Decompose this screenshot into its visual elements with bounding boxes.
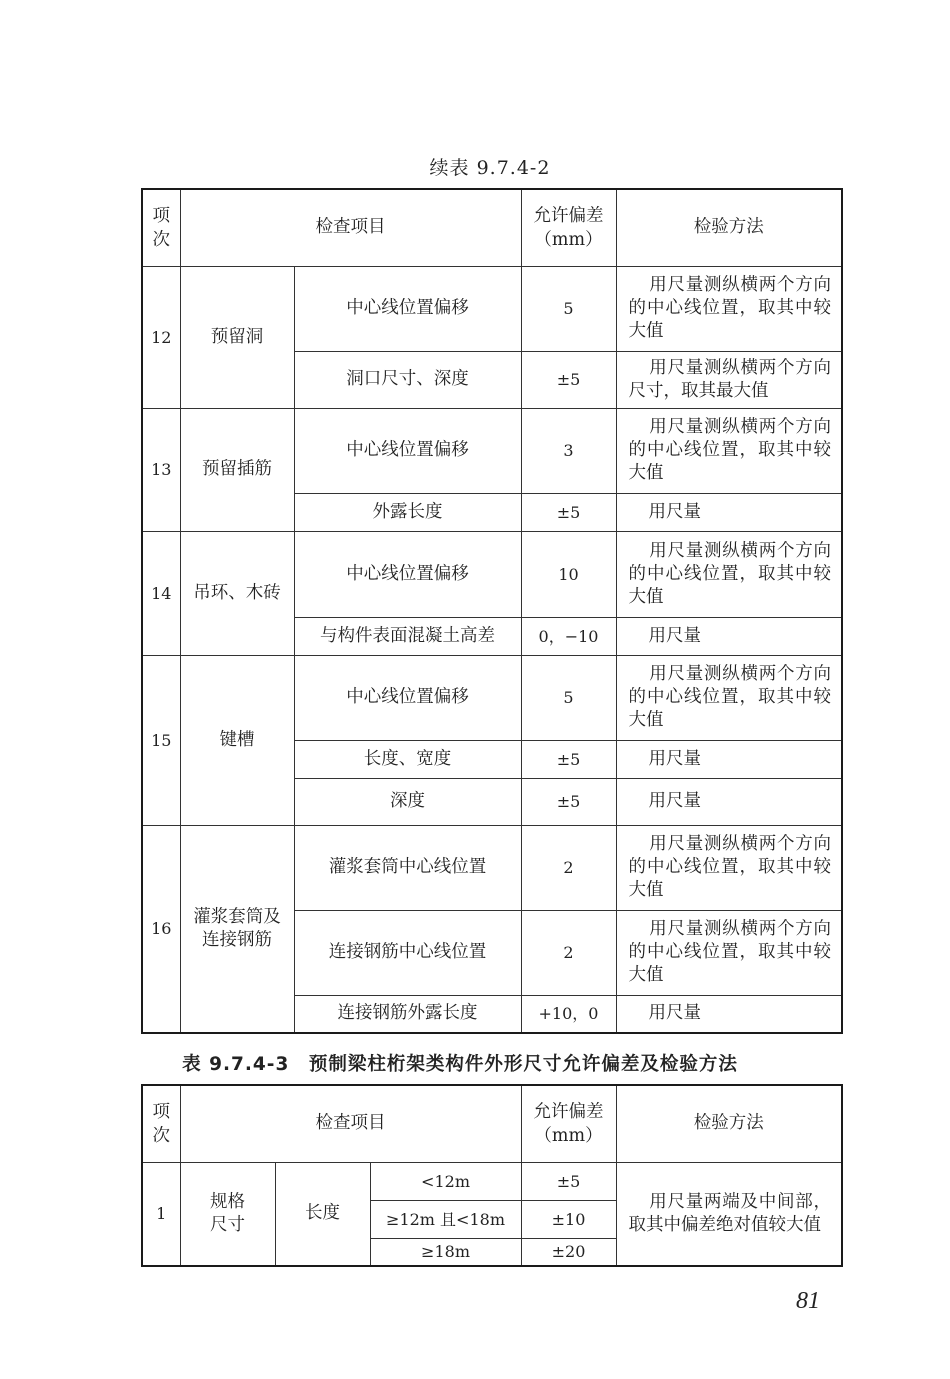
row-no: 14 xyxy=(142,531,180,655)
tolerance-value: ±5 xyxy=(521,351,616,408)
header-item: 检查项目 xyxy=(180,189,521,266)
header-method: 检验方法 xyxy=(616,189,842,266)
row-subgroup: 长度 xyxy=(275,1162,370,1266)
header-tolerance: 允许偏差（mm） xyxy=(521,1085,616,1162)
row-group: 规格尺寸 xyxy=(180,1162,275,1266)
header-no: 项次 xyxy=(142,189,180,266)
check-item: 中心线位置偏移 xyxy=(294,266,521,351)
tolerance-value: 2 xyxy=(521,910,616,995)
tolerance-value: ±5 xyxy=(521,1162,616,1200)
check-method: 用尺量测纵横两个方向的中心线位置，取其中较大值 xyxy=(616,825,842,910)
tolerance-value: ±5 xyxy=(521,493,616,531)
check-item: 中心线位置偏移 xyxy=(294,531,521,617)
check-method: 用尺量测纵横两个方向的中心线位置，取其中较大值 xyxy=(616,266,842,351)
tolerance-value: 5 xyxy=(521,266,616,351)
row-no: 12 xyxy=(142,266,180,408)
range-condition: ≥12m 且<18m xyxy=(370,1200,521,1238)
check-item: 连接钢筋外露长度 xyxy=(294,995,521,1033)
range-condition: <12m xyxy=(370,1162,521,1200)
tolerance-value: 2 xyxy=(521,825,616,910)
row-no: 13 xyxy=(142,408,180,531)
row-group: 预留插筋 xyxy=(180,408,294,531)
check-item: 灌浆套筒中心线位置 xyxy=(294,825,521,910)
row-no: 15 xyxy=(142,655,180,825)
header-item: 检查项目 xyxy=(180,1085,521,1162)
tolerance-value: ±20 xyxy=(521,1238,616,1266)
check-method: 用尺量 xyxy=(616,740,842,778)
tolerance-value: 3 xyxy=(521,408,616,493)
check-method: 用尺量测纵横两个方向尺寸，取其最大值 xyxy=(616,351,842,408)
tolerance-table-continued xyxy=(141,188,843,1034)
check-item: 深度 xyxy=(294,778,521,825)
check-item: 连接钢筋中心线位置 xyxy=(294,910,521,995)
range-condition: ≥18m xyxy=(370,1238,521,1266)
check-method: 用尺量 xyxy=(616,493,842,531)
table2-caption: 表 9.7.4-3 预制梁柱桁架类构件外形尺寸允许偏差及检验方法 xyxy=(182,1054,738,1075)
check-item: 外露长度 xyxy=(294,493,521,531)
header-method: 检验方法 xyxy=(616,1085,842,1162)
check-method: 用尺量 xyxy=(616,617,842,655)
check-item: 与构件表面混凝土高差 xyxy=(294,617,521,655)
tolerance-table-beams xyxy=(141,1084,843,1267)
row-group: 灌浆套筒及连接钢筋 xyxy=(180,825,294,1033)
tolerance-value: ±5 xyxy=(521,740,616,778)
tolerance-value: ±10 xyxy=(521,1200,616,1238)
check-method: 用尺量测纵横两个方向的中心线位置，取其中较大值 xyxy=(616,655,842,740)
row-group: 预留洞 xyxy=(180,266,294,408)
check-item: 中心线位置偏移 xyxy=(294,408,521,493)
check-item: 中心线位置偏移 xyxy=(294,655,521,740)
row-group: 吊环、木砖 xyxy=(180,531,294,655)
row-no: 16 xyxy=(142,825,180,1033)
header-no: 项次 xyxy=(142,1085,180,1162)
check-item: 长度、宽度 xyxy=(294,740,521,778)
tolerance-value: 0，−10 xyxy=(521,617,616,655)
row-group: 键槽 xyxy=(180,655,294,825)
page-number: 81 xyxy=(796,1288,820,1314)
check-item: 洞口尺寸、深度 xyxy=(294,351,521,408)
row-no: 1 xyxy=(142,1162,180,1266)
table1-caption: 续表 9.7.4-2 xyxy=(429,157,551,179)
tolerance-value: 5 xyxy=(521,655,616,740)
tolerance-value: ±5 xyxy=(521,778,616,825)
check-method: 用尺量测纵横两个方向的中心线位置，取其中较大值 xyxy=(616,531,842,617)
check-method: 用尺量测纵横两个方向的中心线位置，取其中较大值 xyxy=(616,910,842,995)
check-method: 用尺量 xyxy=(616,778,842,825)
check-method: 用尺量测纵横两个方向的中心线位置，取其中较大值 xyxy=(616,408,842,493)
tolerance-value: 10 xyxy=(521,531,616,617)
tolerance-value: +10，0 xyxy=(521,995,616,1033)
check-method: 用尺量 xyxy=(616,995,842,1033)
check-method: 用尺量两端及中间部，取其中偏差绝对值较大值 xyxy=(616,1162,842,1266)
header-tolerance: 允许偏差（mm） xyxy=(521,189,616,266)
